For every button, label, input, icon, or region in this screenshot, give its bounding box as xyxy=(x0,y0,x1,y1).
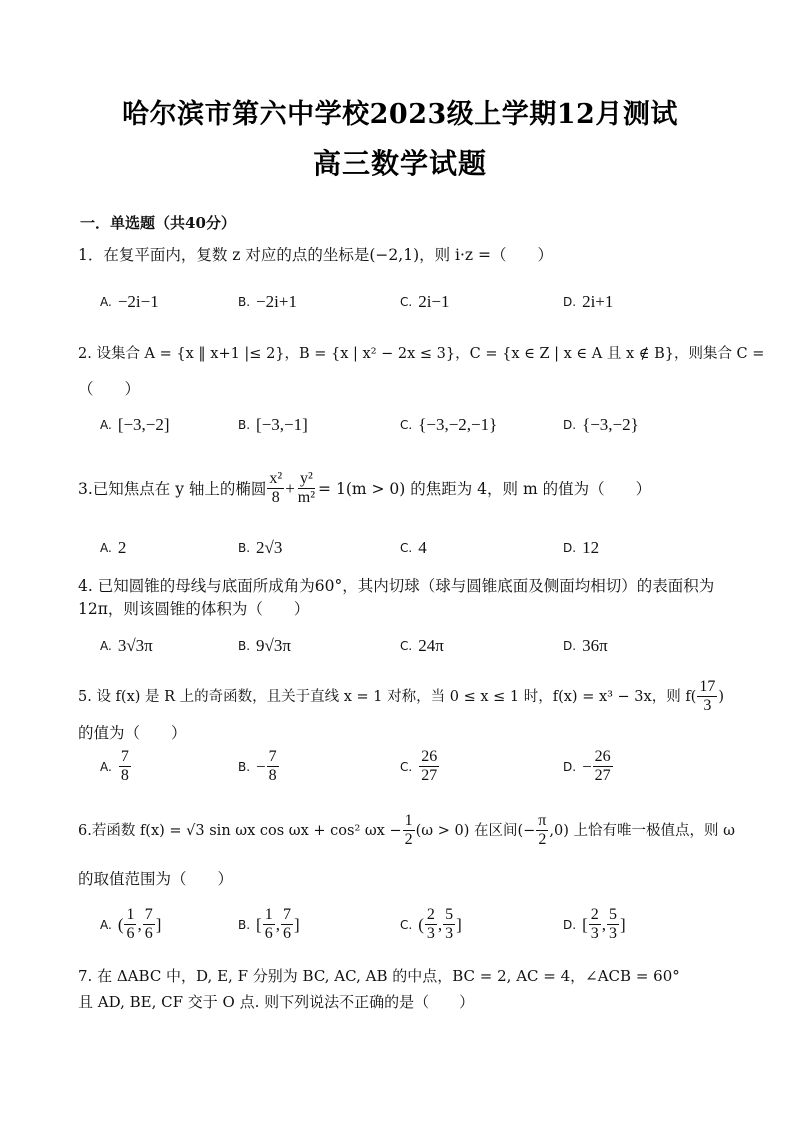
option-fraction xyxy=(267,748,279,785)
fraction-numerator: 1 xyxy=(264,906,273,923)
q2-option-b xyxy=(238,415,308,435)
comma: , xyxy=(275,914,280,934)
q6-stem-text: 6.若函数 f(x) = √3 sin ωx cos ωx + cos² ωx − xyxy=(78,822,402,839)
fraction-denominator: 27 xyxy=(594,767,611,784)
question-5-stem xyxy=(78,678,724,715)
interval-upper xyxy=(143,906,155,943)
question-1-stem: 1．在复平面内，复数 z 对应的点的坐标是(−2,1)，则 i·z =（ ） xyxy=(78,246,554,264)
interval-close: ] xyxy=(155,914,162,934)
q3-option-a xyxy=(100,538,126,558)
fraction-denominator: 8 xyxy=(271,489,280,506)
option-label: B. xyxy=(238,917,251,932)
q5-option-c xyxy=(400,748,440,785)
fraction-denominator: m² xyxy=(297,489,316,506)
fraction-denominator: 6 xyxy=(144,925,153,942)
option-label: C. xyxy=(400,541,413,555)
question-3-stem xyxy=(78,470,651,507)
q6-option-a xyxy=(100,906,161,943)
option-label: A. xyxy=(100,295,112,309)
plus-sign: + xyxy=(285,478,295,498)
option-label: B. xyxy=(238,759,251,774)
fraction-denominator: 3 xyxy=(426,925,435,942)
fraction-numerator: 26 xyxy=(594,748,611,765)
comma: , xyxy=(601,914,606,934)
fraction-denominator: 8 xyxy=(120,767,129,784)
interval-open: [ xyxy=(256,914,262,934)
interval-lower xyxy=(124,906,136,943)
interval-open: ( xyxy=(117,914,124,934)
interval-close: ] xyxy=(619,914,626,934)
fraction-numerator: 2 xyxy=(590,906,599,923)
fraction-numerator: 1 xyxy=(404,812,413,829)
q3-stem-text: 3.已知焦点在 y 轴上的椭圆 xyxy=(78,479,267,498)
fraction-denominator: 3 xyxy=(590,925,599,942)
option-fraction xyxy=(119,748,131,785)
section-heading: 一．单选题（共40分） xyxy=(80,214,236,232)
question-2-stem-cont: （ ） xyxy=(78,380,141,398)
fraction-numerator: 2 xyxy=(426,906,435,923)
interval-close: ] xyxy=(456,914,462,934)
question-5-stem-cont: 的值为（ ） xyxy=(78,724,187,742)
option-value: [−3,−1] xyxy=(256,415,308,434)
option-label: B. xyxy=(238,295,251,309)
interval-open: ( xyxy=(418,914,424,934)
option-value: 3√3π xyxy=(117,636,153,655)
fraction-numerator: 26 xyxy=(421,748,438,765)
option-sign: − xyxy=(256,756,266,776)
q6-stem-text-end: ,0) 上恰有唯一极值点，则 ω xyxy=(549,822,735,839)
q3-option-c xyxy=(400,538,427,558)
question-4-stem-cont: 12π，则该圆锥的体积为（ ） xyxy=(78,600,310,618)
q1-option-b xyxy=(238,292,297,312)
fraction-numerator: 5 xyxy=(608,906,617,923)
option-value: [−3,−2] xyxy=(117,415,170,434)
q1-option-c xyxy=(400,292,450,312)
option-label: D. xyxy=(563,639,577,653)
fraction-numerator: 7 xyxy=(144,906,153,923)
fraction-denominator: 3 xyxy=(608,925,617,942)
q5-option-b xyxy=(238,748,280,785)
q6-fraction-pi xyxy=(536,812,548,849)
option-label: A. xyxy=(100,759,112,774)
q2-option-d xyxy=(563,415,639,435)
option-label: D. xyxy=(563,418,577,432)
q2-option-a xyxy=(100,415,170,435)
q6-option-c xyxy=(400,906,462,943)
option-fraction xyxy=(419,748,439,785)
q1-option-d xyxy=(563,292,613,312)
option-value: 9√3π xyxy=(256,636,291,655)
option-label: C. xyxy=(400,418,413,432)
question-7-stem-cont: 且 AD, BE, CF 交于 O 点. 则下列说法不正确的是（ ） xyxy=(78,993,475,1011)
option-value: 2i−1 xyxy=(418,292,450,311)
fraction-numerator: x² xyxy=(269,470,283,487)
q4-option-c xyxy=(400,636,444,656)
q5-fraction xyxy=(697,678,717,715)
option-label: A. xyxy=(100,639,112,653)
fraction-numerator: 7 xyxy=(282,906,291,923)
option-value: 2i+1 xyxy=(582,292,614,311)
q1-option-a xyxy=(100,292,159,312)
option-label: B. xyxy=(238,418,251,432)
option-label: C. xyxy=(400,639,413,653)
q6-option-b xyxy=(238,906,300,943)
exam-title: 哈尔滨市第六中学校2023级上学期12月测试 xyxy=(122,99,678,130)
option-label: A. xyxy=(100,917,112,932)
question-2-stem: 2. 设集合 A = {x ‖ x+1 |≤ 2}，B = {x | x² − 2x ≤ 3}，C = {x ∈ Z | x ∈ A 且 x ∉ B}，则集合 C = xyxy=(78,346,765,362)
q3-fraction-x xyxy=(267,470,284,507)
fraction-numerator: 7 xyxy=(120,748,129,765)
q3-stem-text-end: = 1(m > 0) 的焦距为 4，则 m 的值为（ ） xyxy=(318,479,652,498)
question-7-stem: 7. 在 ΔABC 中，D, E, F 分别为 BC, AC, AB 的中点，BC = 2, AC = 4，∠ACB = 60° xyxy=(78,967,680,985)
option-value: −2i−1 xyxy=(117,292,159,311)
option-value: 36π xyxy=(582,636,608,655)
fraction-denominator: 27 xyxy=(421,767,438,784)
option-label: D. xyxy=(563,541,577,555)
q3-option-d xyxy=(563,538,599,558)
option-label: D. xyxy=(563,917,577,932)
q6-option-d xyxy=(563,906,626,943)
option-value: −2i+1 xyxy=(256,292,297,311)
option-label: C. xyxy=(400,295,413,309)
q6-stem-text-mid: (ω > 0) 在区间(− xyxy=(415,822,536,839)
question-6-stem xyxy=(78,812,735,849)
interval-close: ] xyxy=(293,914,300,934)
option-label: D. xyxy=(563,295,577,309)
option-value: 24π xyxy=(418,636,444,655)
q4-option-b xyxy=(238,636,291,656)
q4-option-d xyxy=(563,636,608,656)
option-value: 12 xyxy=(582,538,600,557)
q6-fraction-half xyxy=(403,812,415,849)
option-label: C. xyxy=(400,759,413,774)
option-value: 4 xyxy=(418,538,427,557)
fraction-numerator: 7 xyxy=(268,748,277,765)
fraction-denominator: 3 xyxy=(703,697,712,714)
interval-lower xyxy=(425,906,437,943)
option-value: 2 xyxy=(117,538,127,557)
fraction-denominator: 2 xyxy=(538,831,547,848)
exam-subtitle: 高三数学试题 xyxy=(312,147,487,180)
q5-option-a xyxy=(100,748,132,785)
fraction-denominator: 8 xyxy=(268,767,277,784)
fraction-denominator: 3 xyxy=(445,925,454,942)
q2-option-c xyxy=(400,415,497,435)
option-sign: − xyxy=(582,756,592,776)
q3-fraction-y xyxy=(296,470,317,507)
question-6-stem-cont: 的取值范围为（ ） xyxy=(78,870,234,888)
fraction-denominator: 6 xyxy=(282,925,291,942)
fraction-numerator: 5 xyxy=(445,906,454,923)
option-label: B. xyxy=(238,639,251,653)
q5-close-paren: ) xyxy=(718,688,725,705)
option-label: A. xyxy=(100,541,112,555)
option-fraction xyxy=(593,748,613,785)
interval-open: [ xyxy=(582,914,588,934)
interval-lower xyxy=(589,906,601,943)
interval-upper xyxy=(443,906,455,943)
interval-upper xyxy=(281,906,293,943)
option-label: C. xyxy=(400,917,413,932)
fraction-numerator: 1 xyxy=(126,906,135,923)
question-4-stem: 4. 已知圆锥的母线与底面所成角为60°，其内切球（球与圆锥底面及侧面均相切）的表面积为 xyxy=(78,577,715,595)
option-label: B. xyxy=(238,541,251,555)
fraction-numerator: y² xyxy=(300,470,313,487)
fraction-numerator: π xyxy=(538,812,547,829)
option-value: {−3,−2,−1} xyxy=(418,415,498,434)
fraction-denominator: 6 xyxy=(264,925,273,942)
option-label: A. xyxy=(100,418,112,432)
fraction-numerator: 17 xyxy=(699,678,716,695)
fraction-denominator: 2 xyxy=(404,831,413,848)
comma: , xyxy=(437,914,443,934)
option-label: D. xyxy=(563,759,577,774)
comma: , xyxy=(137,914,142,934)
option-value: {−3,−2} xyxy=(582,415,639,434)
q3-option-b xyxy=(238,538,282,558)
q4-option-a xyxy=(100,636,153,656)
interval-upper xyxy=(607,906,619,943)
q5-option-d xyxy=(563,748,614,785)
q5-stem-text: 5. 设 f(x) 是 R 上的奇函数，且关于直线 x = 1 对称，当 0 ≤ x ≤ 1 时，f(x) = x³ − 3x，则 f( xyxy=(78,688,697,705)
interval-lower xyxy=(263,906,275,943)
fraction-denominator: 6 xyxy=(126,925,135,942)
option-value: 2√3 xyxy=(256,538,283,557)
